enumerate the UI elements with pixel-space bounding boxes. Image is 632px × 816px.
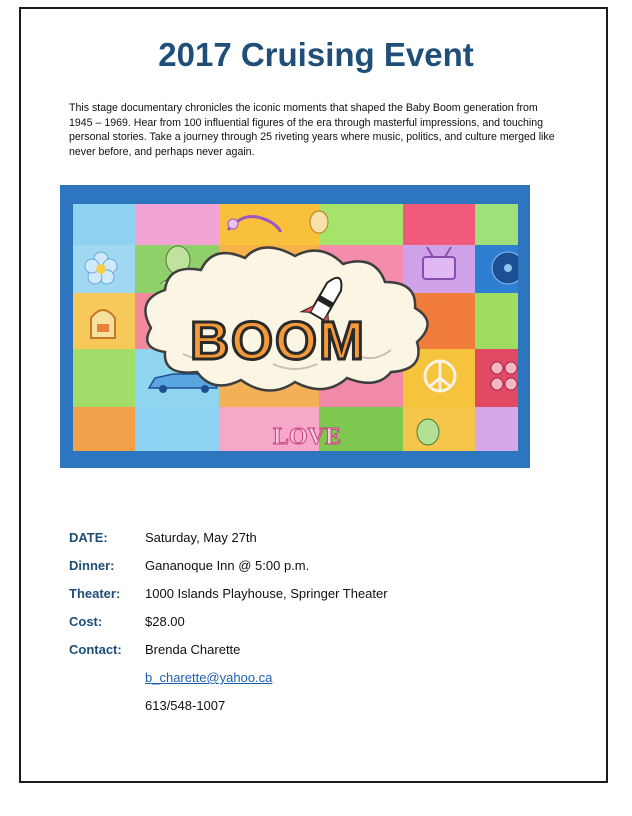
dinner-label: Dinner: bbox=[69, 558, 115, 573]
dinner-value: Gananoque Inn @ 5:00 p.m. bbox=[145, 558, 310, 573]
peace-sign-icon bbox=[425, 361, 455, 391]
intro-paragraph: This stage documentary chronicles the iconic moments that shaped the Baby Boom generation from 1945 – 1969. Hear from 100 influential figures of the era through masterful impressions, and touching personal stories. Take a journey through 25 riveting years where music, politics, and culture merged like never before, and perhaps never again. bbox=[69, 102, 555, 158]
theater-label: Theater: bbox=[69, 586, 121, 601]
contact-name: Brenda Charette bbox=[145, 642, 241, 657]
contact-email-link[interactable]: b_charette@yahoo.ca bbox=[145, 670, 273, 685]
beatles-icon bbox=[491, 362, 517, 390]
tv-icon bbox=[423, 247, 455, 279]
cost-label: Cost: bbox=[69, 614, 103, 629]
jukebox-icon bbox=[91, 310, 115, 338]
contact-label: Contact: bbox=[69, 642, 122, 657]
record-icon bbox=[492, 252, 518, 284]
love-tile-icon bbox=[273, 424, 341, 450]
theater-value: 1000 Islands Playhouse, Springer Theater bbox=[145, 586, 388, 601]
contact-phone: 613/548-1007 bbox=[145, 698, 226, 713]
politician-portrait-icon bbox=[417, 419, 439, 445]
guitar-player-icon bbox=[228, 217, 281, 233]
flower-icon bbox=[85, 252, 117, 284]
boom-logo-text: BOOM bbox=[190, 311, 366, 371]
date-label: DATE: bbox=[69, 530, 108, 545]
love-sculpture-label: LOVE bbox=[273, 424, 342, 450]
singer-portrait-icon bbox=[310, 211, 328, 233]
boom-poster bbox=[60, 185, 530, 468]
page-title: 2017 Cruising Event bbox=[158, 36, 474, 73]
poster-tile-grid bbox=[73, 204, 518, 451]
cost-value: $28.00 bbox=[145, 614, 185, 629]
date-value: Saturday, May 27th bbox=[145, 530, 257, 545]
